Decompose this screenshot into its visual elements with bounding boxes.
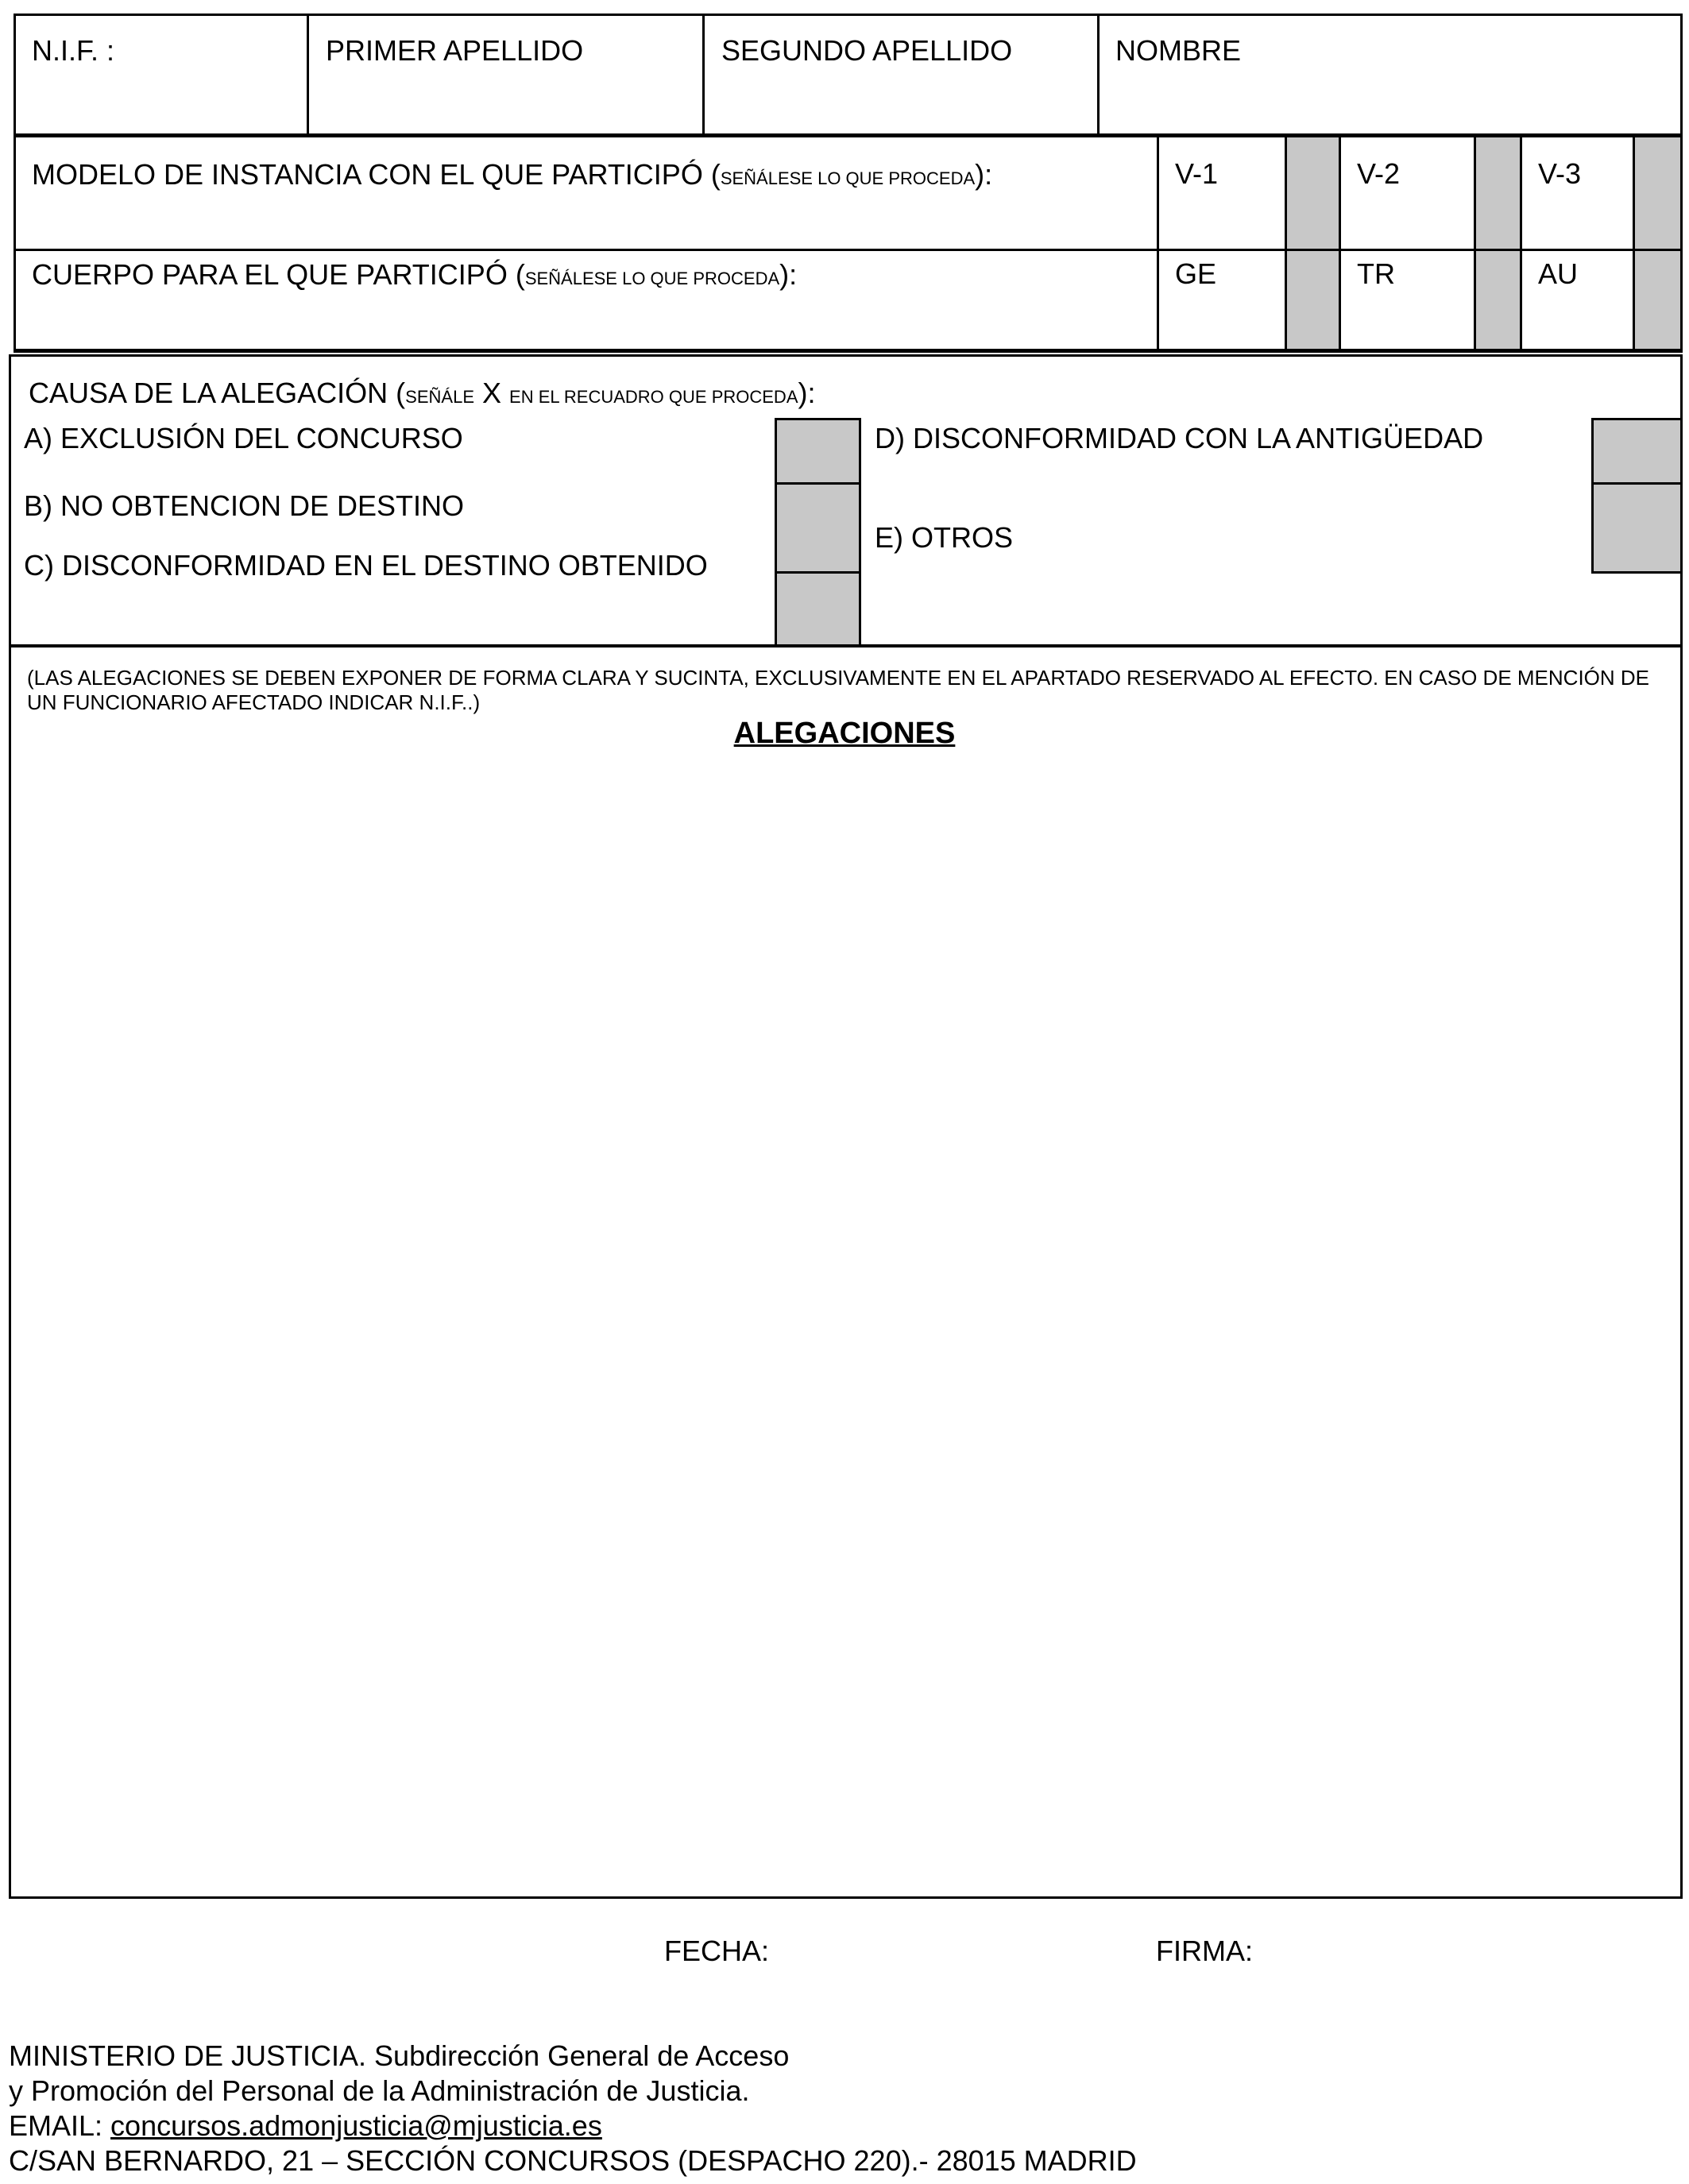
footer-email-line: EMAIL: concursos.admonjusticia@mjusticia.es	[9, 2109, 602, 2142]
checkbox-v3[interactable]	[1635, 137, 1680, 249]
firma-label: FIRMA:	[1156, 1935, 1253, 1967]
option-v2-label: V-2	[1357, 157, 1401, 190]
checkbox-e[interactable]	[1591, 482, 1683, 574]
checkbox-tr[interactable]	[1476, 251, 1520, 349]
option-e-label: E) OTROS	[875, 521, 1014, 554]
segundo-apellido-field[interactable]: SEGUNDO APELLIDO	[721, 34, 1013, 67]
checkbox-c[interactable]	[775, 571, 861, 647]
nombre-field[interactable]: NOMBRE	[1115, 34, 1242, 67]
checkbox-v1[interactable]	[1287, 137, 1339, 249]
alegaciones-instructions: (LAS ALEGACIONES SE DEBEN EXPONER DE FORMA CLARA Y SUCINTA, EXCLUSIVAMENTE EN EL APARTADO RESERVADO AL EFECTO. EN CASO DE MENCIÓN DE UN FUNCIONARIO AFECTADO INDICAR N.I.F..)	[27, 666, 1650, 714]
option-v3-label: V-3	[1538, 157, 1582, 190]
nif-field[interactable]: N.I.F. :	[32, 34, 115, 67]
alegaciones-title: ALEGACIONES	[733, 717, 956, 750]
checkbox-ge[interactable]	[1287, 251, 1339, 349]
footer-line-2: y Promoción del Personal de la Administración de Justicia.	[9, 2074, 750, 2107]
option-tr-label: TR	[1357, 257, 1395, 290]
option-b-label: B) NO OBTENCION DE DESTINO	[24, 489, 465, 522]
primer-apellido-field[interactable]: PRIMER APELLIDO	[326, 34, 584, 67]
checkbox-au[interactable]	[1635, 251, 1680, 349]
fecha-label: FECHA:	[664, 1935, 770, 1967]
option-c-label: C) DISCONFORMIDAD EN EL DESTINO OBTENIDO	[24, 549, 708, 582]
footer-line-1: MINISTERIO DE JUSTICIA. Subdirección General de Acceso	[9, 2039, 790, 2072]
checkbox-d[interactable]	[1591, 418, 1683, 485]
personal-data-row	[14, 14, 1683, 137]
checkbox-a[interactable]	[775, 418, 861, 485]
causa-label: CAUSA DE LA ALEGACIÓN (SEÑÁLE X EN EL RECUADRO QUE PROCEDA):	[29, 377, 816, 409]
option-au-label: AU	[1538, 257, 1579, 290]
email-link[interactable]: concursos.admonjusticia@mjusticia.es	[110, 2109, 602, 2142]
option-a-label: A) EXCLUSIÓN DEL CONCURSO	[24, 422, 463, 454]
alegaciones-box[interactable]	[9, 645, 1683, 1899]
option-v1-label: V-1	[1175, 157, 1219, 190]
checkbox-b[interactable]	[775, 482, 861, 574]
option-ge-label: GE	[1175, 257, 1217, 290]
option-d-label: D) DISCONFORMIDAD CON LA ANTIGÜEDAD	[875, 422, 1484, 454]
footer-address: C/SAN BERNARDO, 21 – SECCIÓN CONCURSOS (DESPACHO 220).- 28015 MADRID	[9, 2144, 1137, 2177]
checkbox-v2[interactable]	[1476, 137, 1520, 249]
modelo-label: MODELO DE INSTANCIA CON EL QUE PARTICIPÓ (SEÑÁLESE LO QUE PROCEDA):	[32, 158, 993, 191]
cuerpo-label: CUERPO PARA EL QUE PARTICIPÓ (SEÑÁLESE LO QUE PROCEDA):	[32, 258, 798, 291]
